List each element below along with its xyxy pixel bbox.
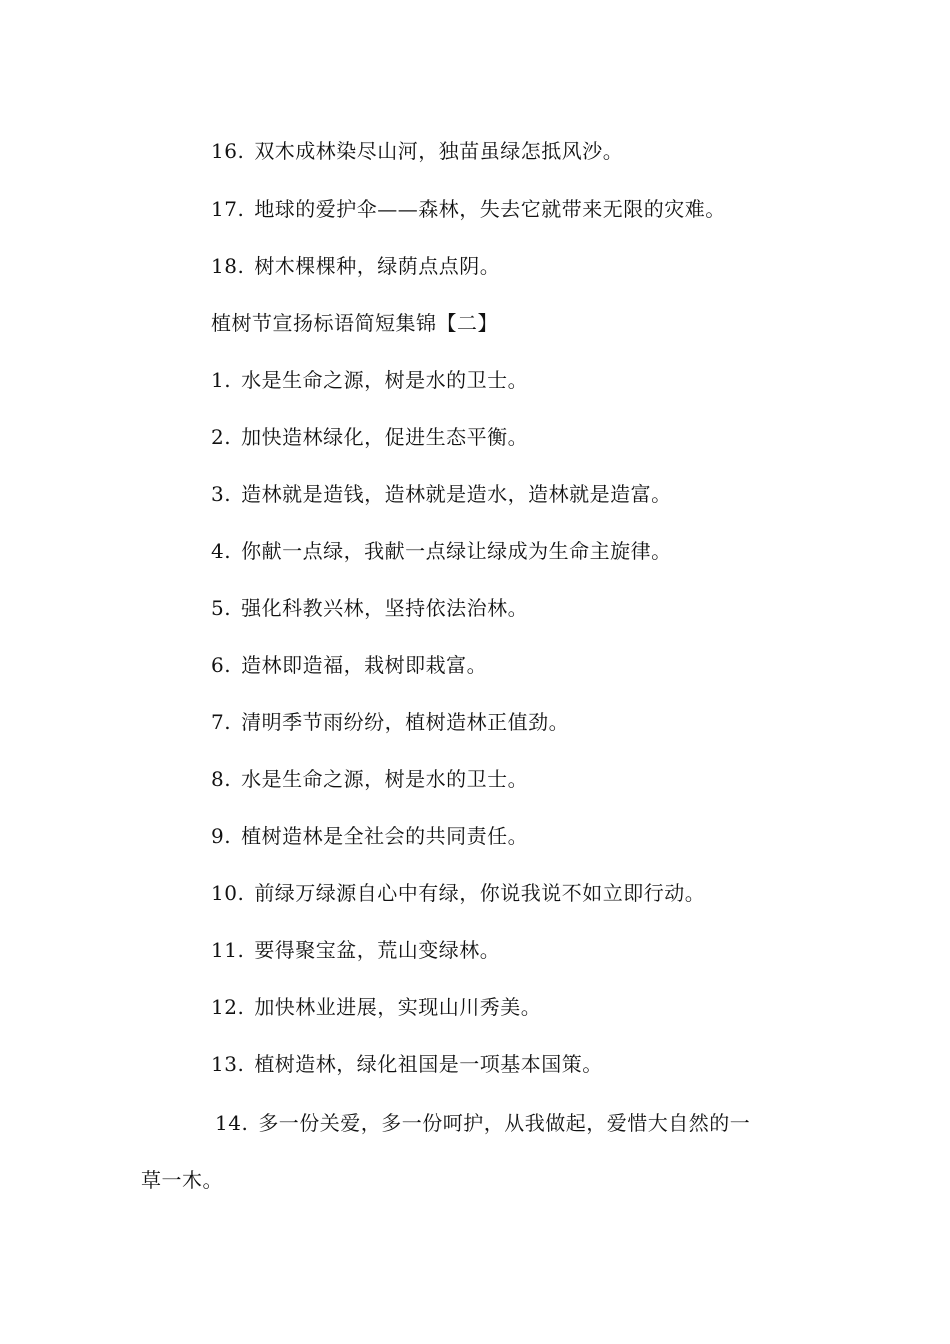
- list-item-5: [211, 594, 528, 622]
- list-item-3: [211, 480, 672, 508]
- item-number: 5.: [211, 596, 232, 620]
- item-text: 前绿万绿源自心中有绿，你说我说不如立即行动。: [254, 881, 706, 905]
- list-item-17: [211, 195, 726, 223]
- list-item-12: [211, 993, 541, 1021]
- item-text: 造林就是造钱，造林就是造水，造林就是造富。: [241, 482, 672, 506]
- item-number: 6.: [211, 653, 232, 677]
- item-text: 地球的爱护伞——森林，失去它就带来无限的灾难。: [254, 197, 726, 221]
- list-item-2: [211, 423, 528, 451]
- item-number: 17.: [211, 197, 245, 221]
- item-text: 植树造林，绿化祖国是一项基本国策。: [254, 1052, 603, 1076]
- item-number: 1.: [211, 368, 232, 392]
- item-number: 11.: [211, 938, 245, 962]
- list-item-8: [211, 765, 528, 793]
- item-number: 8.: [211, 767, 232, 791]
- item-text: 树木棵棵种，绿荫点点阴。: [254, 254, 501, 278]
- list-item-4: [211, 537, 672, 565]
- list-item-14-continuation: 草一木。: [141, 1168, 223, 1192]
- item-number: 7.: [211, 710, 232, 734]
- list-item-11: [211, 936, 500, 964]
- item-text: 要得聚宝盆，荒山变绿林。: [254, 938, 501, 962]
- item-number: 13.: [211, 1052, 245, 1076]
- item-number: 12.: [211, 995, 245, 1019]
- item-text: 清明季节雨纷纷，植树造林正值劲。: [241, 710, 570, 734]
- list-item-7: [211, 708, 569, 736]
- item-number: 3.: [211, 482, 232, 506]
- list-item-9: [211, 822, 528, 850]
- list-item-16: [211, 137, 623, 165]
- list-item-1: [211, 366, 528, 394]
- item-text: 多一份关爱，多一份呵护，从我做起，爱惜大自然的一: [258, 1111, 751, 1135]
- item-text: 植树造林是全社会的共同责任。: [241, 824, 529, 848]
- list-item-14: [215, 1109, 750, 1137]
- item-number: 2.: [211, 425, 232, 449]
- item-number: 16.: [211, 139, 245, 163]
- item-number: 14.: [215, 1111, 249, 1135]
- item-number: 10.: [211, 881, 245, 905]
- item-number: 4.: [211, 539, 232, 563]
- list-item-10: [211, 879, 705, 907]
- item-text: 加快造林绿化，促进生态平衡。: [241, 425, 529, 449]
- item-text: 水是生命之源，树是水的卫士。: [241, 767, 529, 791]
- item-text: 双木成林染尽山河，独苗虽绿怎抵风沙。: [254, 139, 624, 163]
- section-heading-text: 植树节宣扬标语简短集锦【二】: [211, 311, 498, 335]
- item-number: 18.: [211, 254, 245, 278]
- item-text: 造林即造福，栽树即栽富。: [241, 653, 488, 677]
- item-number: 9.: [211, 824, 232, 848]
- list-item-13: [211, 1050, 603, 1078]
- item-text: 水是生命之源，树是水的卫士。: [241, 368, 529, 392]
- list-item-6: [211, 651, 487, 679]
- section-heading: [211, 309, 498, 337]
- item-text: 强化科教兴林，坚持依法治林。: [241, 596, 529, 620]
- item-text: 你献一点绿，我献一点绿让绿成为生命主旋律。: [241, 539, 672, 563]
- list-item-18: [211, 252, 500, 280]
- item-text: 加快林业进展，实现山川秀美。: [254, 995, 542, 1019]
